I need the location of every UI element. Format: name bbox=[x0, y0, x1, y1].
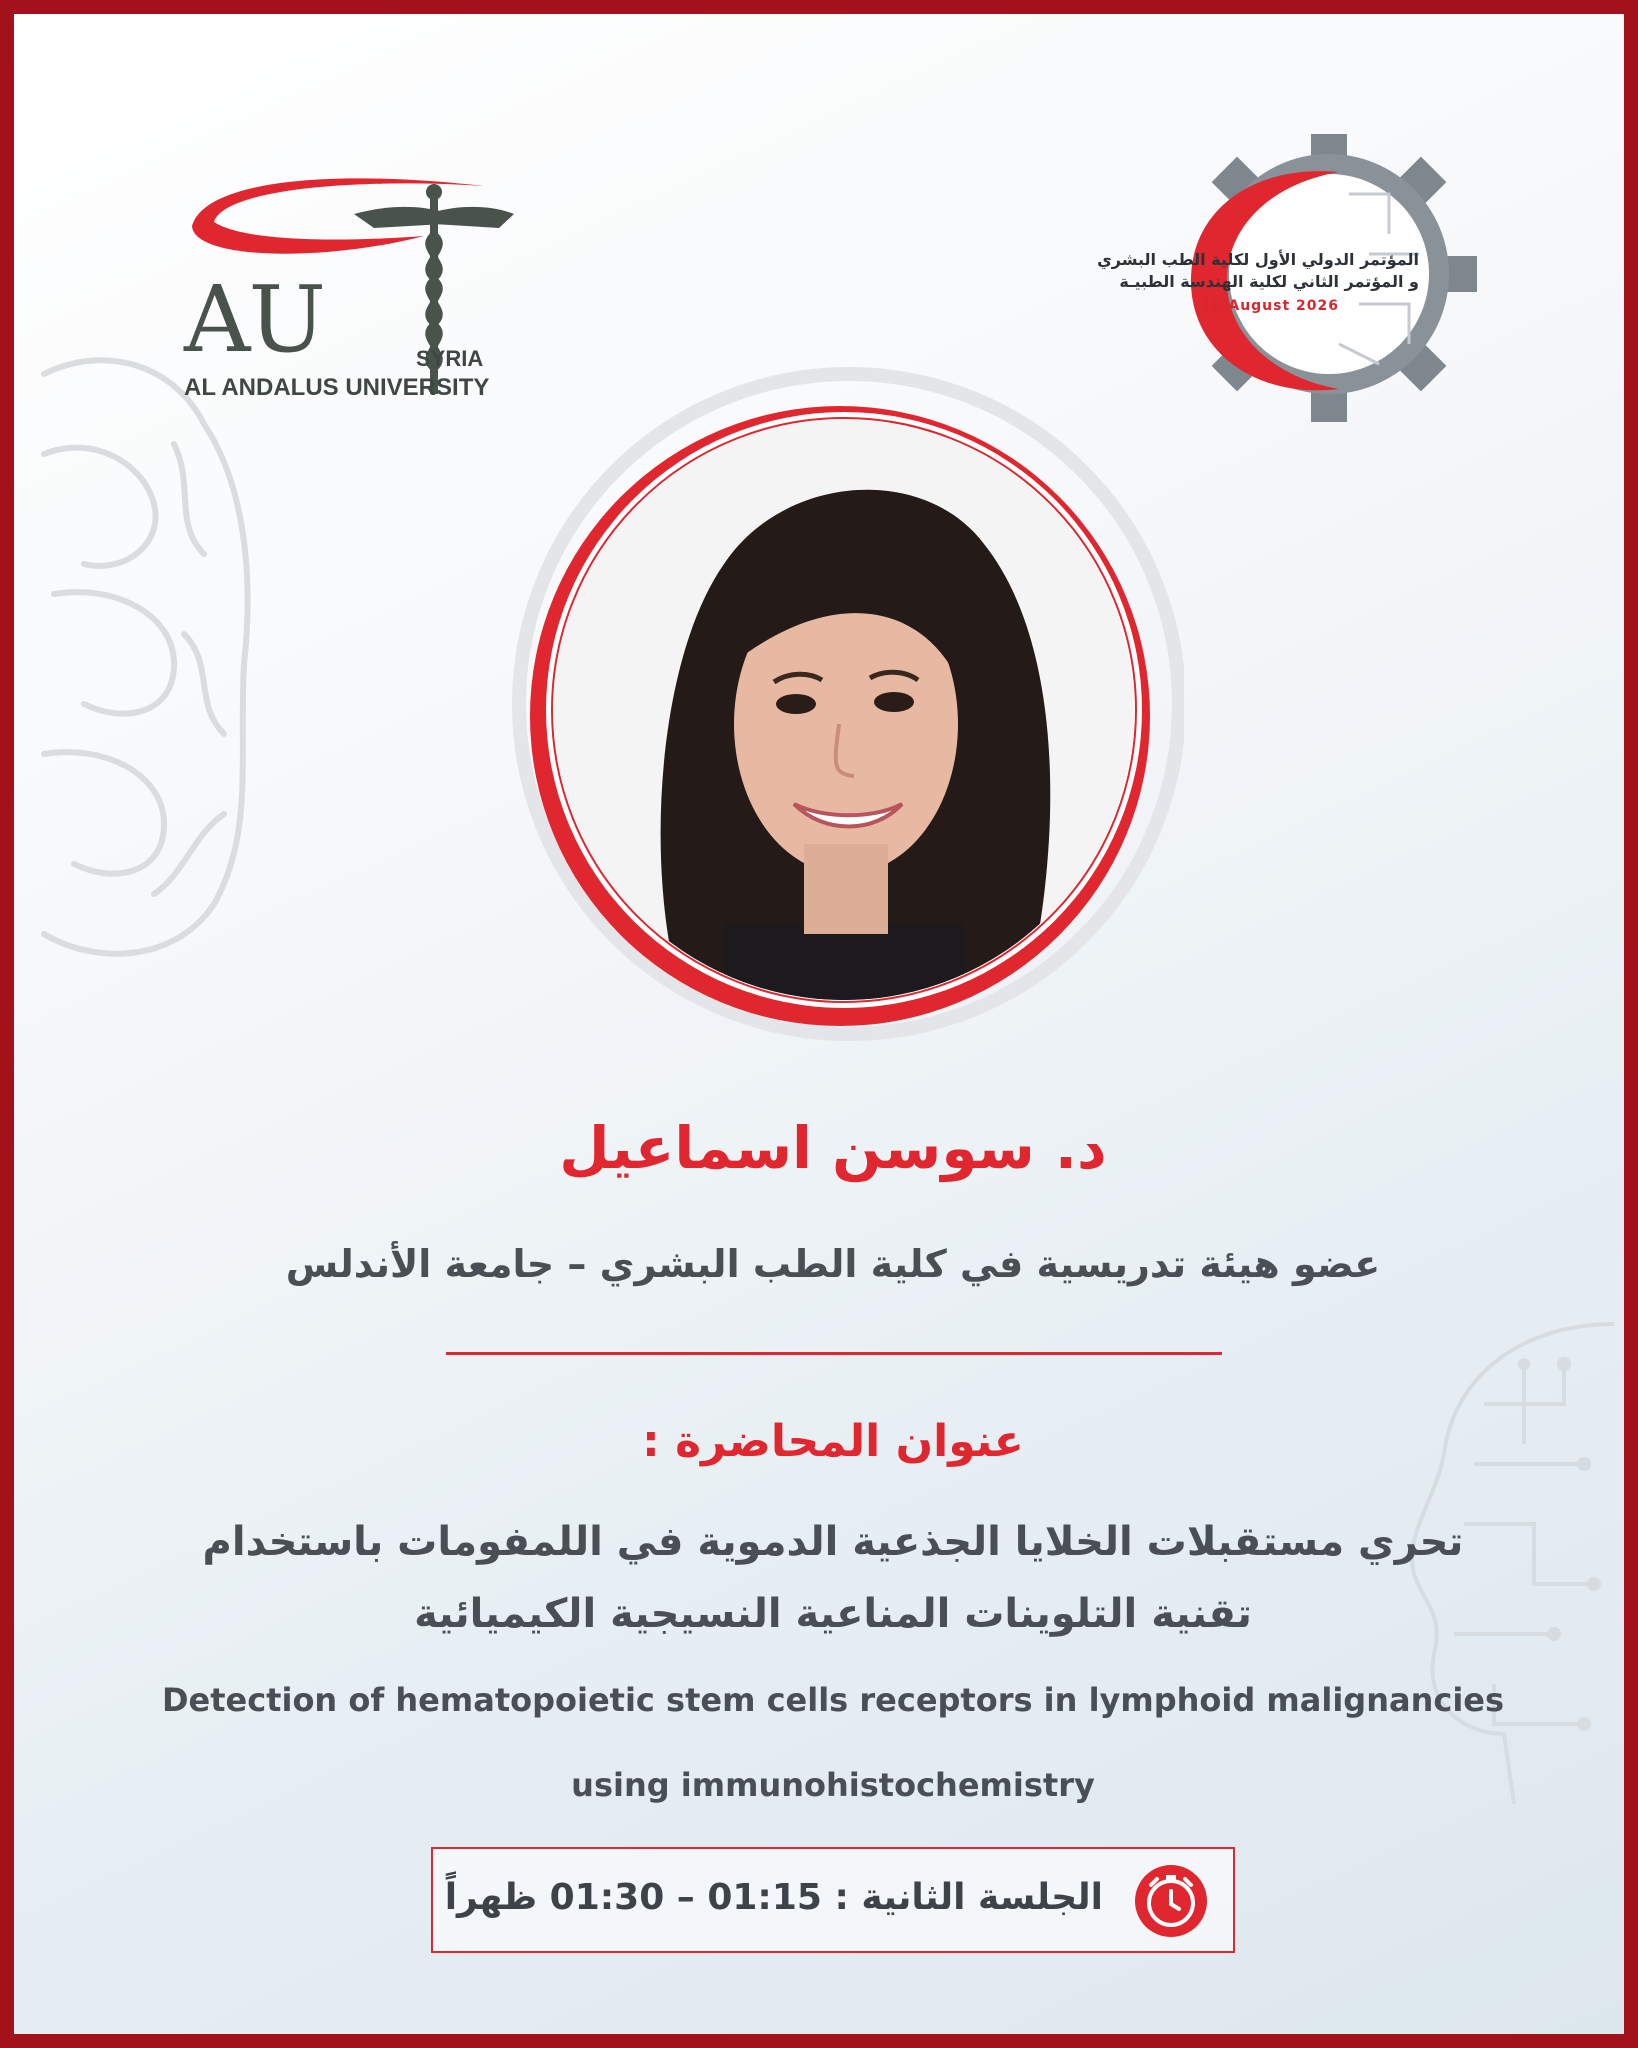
conference-date: 10 August 2026 bbox=[1201, 298, 1340, 314]
country-label: SYRIA bbox=[416, 346, 484, 371]
speaker-name: د. سوسن اسماعيل bbox=[559, 1114, 1107, 1182]
section-divider bbox=[446, 1352, 1222, 1355]
session-time-box bbox=[431, 1847, 1235, 1953]
lecture-heading: عنوان المحاضرة : bbox=[642, 1416, 1024, 1467]
conference-title-line2: و المؤتمر الثاني لكلية الهندسة الطبيـة bbox=[1119, 272, 1419, 291]
al-andalus-university-logo bbox=[184, 164, 514, 404]
lecture-title-en-line2: using immunohistochemistry bbox=[571, 1766, 1095, 1804]
lecture-title-en-line1: Detection of hematopoietic stem cells receptors in lymphoid malignancies bbox=[161, 1681, 1505, 1719]
conference-title-line1: المؤتمر الدولي الأول لكلية الطب البشري bbox=[1097, 250, 1419, 269]
speaker-portrait bbox=[504, 364, 1184, 1044]
session-time-text: الجلسة الثانية : 01:15 – 01:30 ظهراً bbox=[444, 1877, 1103, 1918]
brain-outline-decoration bbox=[24, 334, 264, 974]
lecture-title-ar-line1: تحري مستقبلات الخلايا الجذعية الدموية في اللمفومات باستخدام bbox=[202, 1519, 1464, 1565]
clock-icon bbox=[1133, 1863, 1209, 1939]
au-logo-letters: AU bbox=[184, 266, 324, 373]
lecture-title-ar-line2: تقنية التلوينات المناعية النسيجية الكيميائية bbox=[414, 1591, 1252, 1637]
university-name: AL ANDALUS UNIVERSITY bbox=[184, 374, 490, 401]
speaker-position: عضو هيئة تدريسية في كلية الطب البشري – جامعة الأندلس bbox=[285, 1242, 1381, 1286]
